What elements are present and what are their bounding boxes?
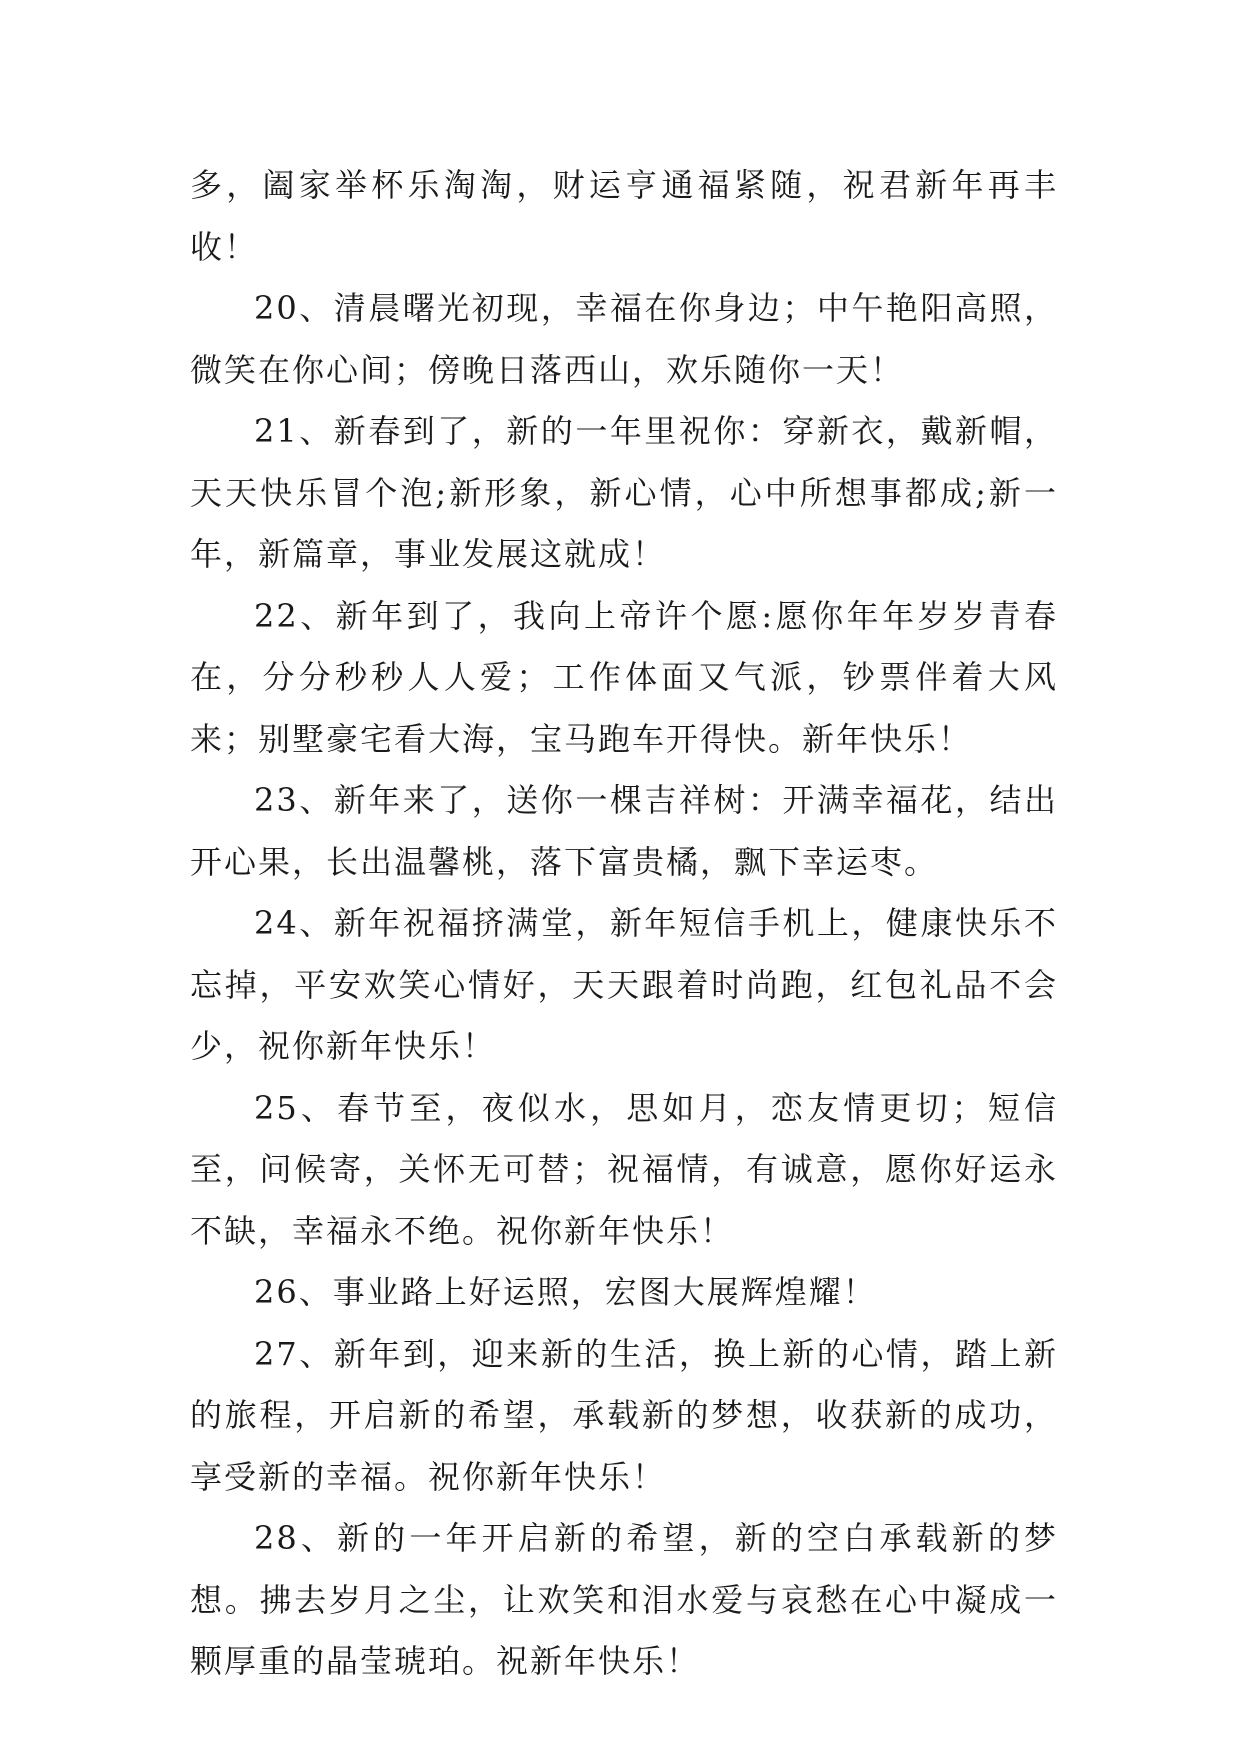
paragraph-item-25: 25、春节至，夜似水，思如月，恋友情更切；短信至，问候寄，关怀无可替；祝福情，有诚意，愿你好运永不缺，幸福永不绝。祝你新年快乐！ [190, 1088, 1058, 1250]
paragraph-item-28: 28、新的一年开启新的希望，新的空白承载新的梦想。拂去岁月之尘，让欢笑和泪水爱与哀愁在心中凝成一颗厚重的晶莹琥珀。祝新年快乐！ [190, 1519, 1058, 1680]
paragraph-item-26: 26、事业路上好运照，宏图大展辉煌耀！ [254, 1273, 877, 1311]
paragraph-item-20: 20、清晨曙光初现，幸福在你身边；中午艳阳高照，微笑在你心间；傍晚日落西山，欢乐随你一天！ [190, 289, 1058, 389]
paragraph-item-27: 27、新年到，迎来新的生活，换上新的心情，踏上新的旅程，开启新的希望，承载新的梦想，收获新的成功，享受新的幸福。祝你新年快乐！ [190, 1334, 1058, 1496]
paragraph-item-24: 24、新年祝福挤满堂，新年短信手机上，健康快乐不忘掉，平安欢笑心情好，天天跟着时尚跑，红包礼品不会少，祝你新年快乐！ [190, 904, 1058, 1065]
paragraph-item-22: 22、新年到了，我向上帝许个愿:愿你年年岁岁青春在，分分秒秒人人爱；工作体面又气派，钞票伴着大风来；别墅豪宅看大海，宝马跑车开得快。新年快乐！ [190, 596, 1058, 758]
paragraph-continuation: 多，阖家举杯乐淘淘，财运亨通福紧随，祝君新年再丰收！ [190, 166, 1058, 266]
paragraph-item-21: 21、新春到了，新的一年里祝你：穿新衣，戴新帽，天天快乐冒个泡;新形象，新心情，心中所想事都成;新一年，新篇章，事业发展这就成！ [190, 412, 1058, 573]
document-body [190, 155, 1058, 1693]
paragraph-item-23: 23、新年来了，送你一棵吉祥树：开满幸福花，结出开心果，长出温馨桃，落下富贵橘，飘下幸运枣。 [190, 781, 1058, 881]
